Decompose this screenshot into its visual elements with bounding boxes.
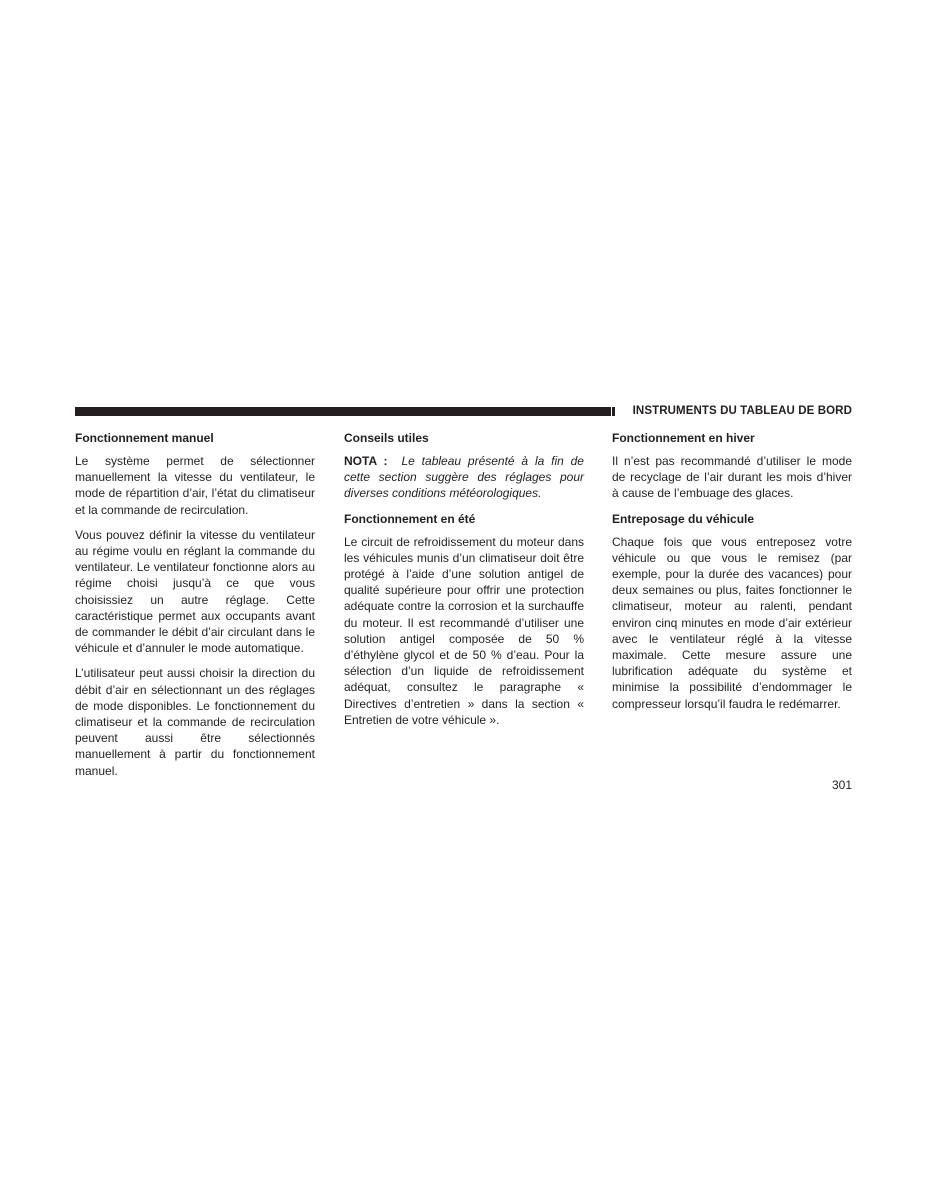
paragraph: Le circuit de refroidissement du moteur dans les véhicules munis d’un climatiseur doit être protégé à l’aide d’une solution antigel de qualité supérieure pour offrir une protection adéquate contre la corrosion et la surchauffe du moteur. Il est recommandé d’utiliser une solution antigel composée de 50 % d’éthylène glycol et de 50 % d’eau. Pour la sélection d’un liquide de refroidissement adéquat, consultez le paragraphe « Directives d’entretien » dans la section « Entretien de votre véhicule ».	[344, 534, 584, 727]
paragraph: Il n’est pas recommandé d’utiliser le mode de recyclage de l’air durant les mois d’hiver à cause de l’embuage des glaces.	[612, 454, 852, 501]
column-left	[75, 430, 315, 786]
heading-entreposage-vehicule: Entreposage du véhicule	[612, 511, 755, 526]
column-right	[612, 430, 852, 719]
note	[344, 453, 584, 502]
header-rule-end	[612, 407, 615, 416]
column-middle	[344, 430, 584, 735]
paragraph: Vous pouvez définir la vitesse du ventilateur au régime voulu en réglant la commande du ventilateur. Le ventilateur fonctionne alors au régime choisi jusqu’à ce que vous choisissiez un autre réglage. Cette caractéristique permet aux occupants avant de commander le débit d’air circulant dans le véhicule et d’annuler le mode automatique.	[75, 527, 315, 656]
heading-fonctionnement-manuel: Fonctionnement manuel	[75, 431, 214, 445]
header-rule	[75, 407, 611, 416]
note-text: Le tableau présenté à la fin de cette section suggère des réglages pour diverses conditions météorologiques.	[344, 454, 584, 501]
heading-fonctionnement-hiver: Fonctionnement en hiver	[612, 431, 755, 445]
section-title: INSTRUMENTS DU TABLEAU DE BORD	[632, 405, 852, 417]
paragraph: L’utilisateur peut aussi choisir la direction du débit d’air en sélectionnant un des réglages de mode disponibles. Le fonctionnement du climatiseur et la commande de recirculation peuvent aussi être sélectionnés manuellement à partir du fonctionnement manuel.	[75, 666, 315, 778]
page-number: 301	[831, 778, 852, 792]
heading-conseils-utiles: Conseils utiles	[344, 431, 429, 445]
note-label: NOTA :	[344, 454, 388, 468]
paragraph: Le système permet de sélectionner manuellement la vitesse du ventilateur, le mode de répartition d’air, l’état du climatiseur et la commande de recirculation.	[75, 454, 315, 517]
paragraph: Chaque fois que vous entreposez votre véhicule ou que vous le remisez (par exemple, pour la durée des vacances) pour deux semaines ou plus, faites fonctionner le climatiseur, moteur au ralenti, pendant environ cinq minutes en mode d’air extérieur avec le ventilateur réglé à la vitesse maximale. Cette mesure assure une lubrification adéquate du système et minimise la possibilité d’endommager le compresseur lorsqu’il faudra le redémarrer.	[612, 534, 852, 711]
heading-fonctionnement-ete: Fonctionnement en été	[344, 511, 476, 526]
